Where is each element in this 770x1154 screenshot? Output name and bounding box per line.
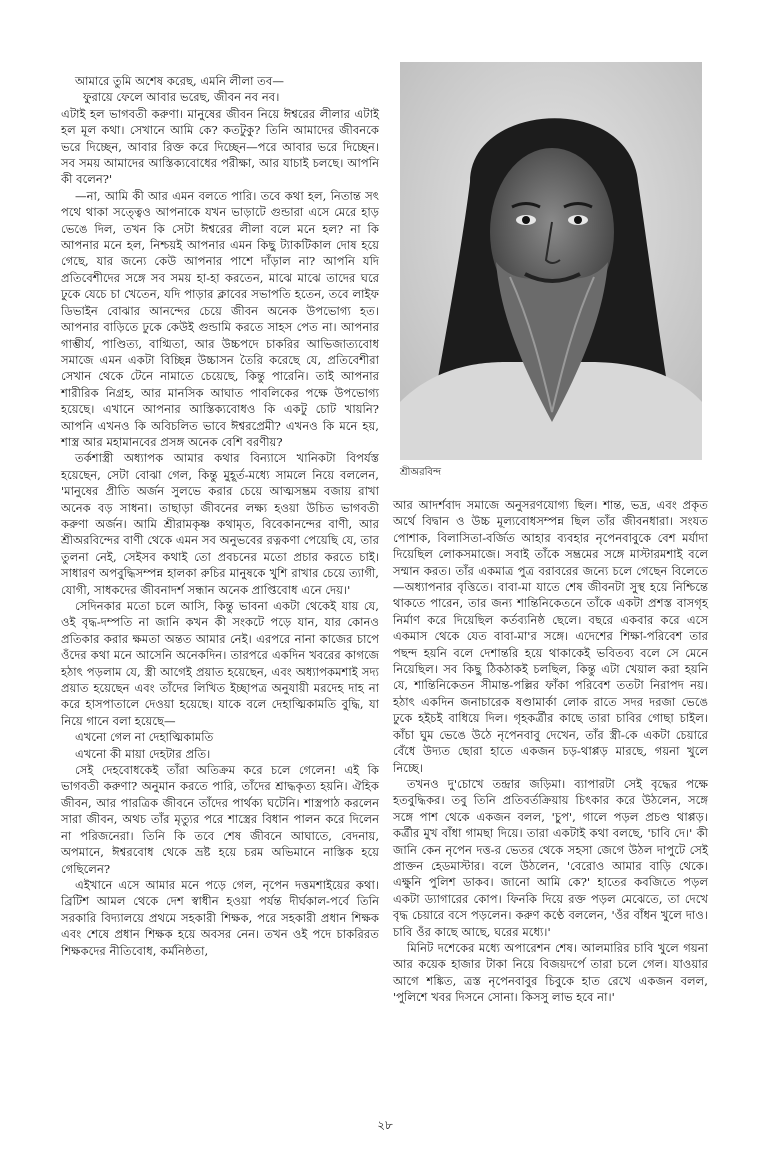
paragraph: —না, আমি কী আর এমন বলতে পারি। তবে কথা হল, নিতান্ত সৎ পথে থাকা সত্ত্বেও আপনাকে যখন ভাড়াটে গুন্ডারা এসে মেরে হাড় ভেঙে দিল, তখন কি সেটা ঈশ্বরের লীলা বলে মনে হল? না কি আপনার মনে হল, নিশ্চয়ই আপনার এমন কিছু ট্যাকটিকাল দোষ হয়ে গেছে, যার জন্যে কেউ আপনার পাশে দাঁড়াল না? আপনি যদি প্রতিবেশীদের সঙ্গে সব সময় হা-হা করতেন, মাঝে মাঝে তাদের ঘরে ঢুকে যেচে চা খেতেন, যদি পাড়ার ক্লাবের সভাপতি হতেন, তবে লাইফ ডিভাইন বোঝার আনন্দের চেয়ে জীবন অনেক উপভোগ্য হত। আপনার বাড়িতে ঢুকে কেউই গুন্ডামি করতে সাহস পেত না। আপনার গাম্ভীর্য, পাণ্ডিত্য, বাগ্মিতা, আর উচ্চপদে চাকরির আভিজাত্যবোধ সমাজে এমন একটা বিচ্ছিন্ন উচ্চাসন তৈরি করেছে যে, প্রতিবেশীরা সেখান থেকে টেনে নামাতে চেয়েছে, কিন্তু পারেনি। তাই আপনার শারীরিক নিগ্রহ, আর মানসিক আঘাত পাবলিকের পক্ষে উপভোগ্য হয়েছে। এখানে আপনার আস্তিক্যবোধও কি একটু চোট খায়নি? আপনি এখনও কি অবিচলিত ভাবে ঈশ্বরপ্রেমী? এখনও কি মনে হয়, শাস্ত্র আর মহামানবের প্রসঙ্গ অনেক বেশি বরণীয়?	[61, 188, 379, 449]
photo-caption: শ্রীঅরবিন্দ	[400, 467, 442, 478]
paragraph: সেদিনকার মতো চলে আসি, কিন্তু ভাবনা একটা থেকেই যায় যে, ওই বৃদ্ধ-দম্পতি না জানি কখন কী সংকটে পড়ে যান, যার কোনও প্রতিকার করার ক্ষমতা অন্তত আমার নেই। এরপরে নানা কাজের চাপে ওঁদের কথা মনে আসেনি অনেকদিন। তারপরে একদিন খবরের কাগজে হঠাৎ পড়লাম যে, স্ত্রী আগেই প্রয়াত হয়েছেন, এবং অধ্যাপকমশাই সদ্য প্রয়াত হয়েছেন এবং তাঁদের লিখিত ইচ্ছাপত্র অনুযায়ী মরদেহ দাহ না করে হাসপাতালে দেওয়া হয়েছে। যাকে বলে দেহাত্মিকামতি বুদ্ধি, যা নিয়ে গানে বলা হয়েছে—	[61, 599, 379, 728]
paragraph: এখনো কী মায়া দেহটার প্রতি।	[75, 746, 211, 761]
portrait-illustration	[400, 62, 702, 460]
paragraph: সেই দেহবোধকেই তাঁরা অতিক্রম করে চলে গেলেন! এই কি ভাগবতী করুণা? অনুমান করতে পারি, তাঁদের শ্রাদ্ধকৃত্য হয়নি। ঐহিক জীবন, আর পারত্রিক জীবনে তাঁদের পার্থক্য ঘটেনি। শাস্ত্রপাঠ করলেন সারা জীবন, অথচ তাঁর মৃত্যুর পরে শাস্ত্রের বিধান পালন করে দিলেন না পরিজনেরা। তিনি কি তবে শেষ জীবনে আঘাতে, বেদনায়, অপমানে, ঈশ্বরবোধ থেকে ভ্রষ্ট হয়ে চরম অভিমানে নাস্তিক হয়ে গেছিলেন?	[61, 763, 379, 876]
page-number: ২৮	[377, 1118, 393, 1132]
paragraph: এখনো গেল না দেহাত্মিকামতি	[75, 730, 214, 745]
right-column	[393, 497, 708, 1006]
paragraph: এইখানে এসে আমার মনে পড়ে গেল, নৃপেন দত্তমশাইয়ের কথা। ব্রিটিশ আমল থেকে দেশ স্বাধীন হওয়া পর্যন্ত দীর্ঘকাল-পর্বে তিনি সরকারি বিদ্যালয়ে প্রথমে সহকারী শিক্ষক, পরে সহকারী প্রধান শিক্ষক এবং শেষে প্রধান শিক্ষক হয়ে অবসর নেন। তখন ওই পদে চাকরিরত শিক্ষকদের নীতিবোধ, কর্মনিষ্ঠতা,	[61, 877, 379, 958]
left-column	[61, 73, 379, 959]
paragraph: এটাই হল ভাগবতী করুণা। মানুষের জীবন নিয়ে ঈশ্বরের লীলার এটাই হল মূল কথা। সেখানে আমি কে? কতটুকু? তিনি আমাদের জীবনকে ভরে দিচ্ছেন, আবার রিক্ত করে দিচ্ছেন—পরে আবার ভরে দিচ্ছেন। সব সময় আমাদের আস্তিক্যবোধের পরীক্ষা, আর যাচাই চলছে। আপনি কী বলেন?'	[61, 106, 379, 187]
portrait-photo	[400, 62, 702, 460]
paragraph: মিনিট দশেকের মধ্যে অপারেশন শেষ। আলমারির চাবি খুলে গয়না আর কয়েক হাজার টাকা নিয়ে বিজয়দর্পে তারা চলে গেল। যাওয়ার আগে শঙ্কিত, ত্রস্ত নৃপেনবাবুর চিবুকে হাত রেখে একজন বলল, 'পুলিশে খবর দিসনে সোনা। কিসসু লাভ হবে না।'	[393, 940, 708, 1005]
paragraph: তর্কশাস্ত্রী অধ্যাপক আমার কথার বিন্যাসে খানিকটা বিপর্যস্ত হয়েছেন, সেটা বোঝা গেল, কিন্তু মুহূর্ত-মধ্যে সামলে নিয়ে বললেন, 'মানুষের প্রীতি অর্জন সুলভে করার চেয়ে আত্মসম্ভ্রম বজায় রাখা অনেক বড় সাধনা। তাছাড়া জীবনের লক্ষ্য হওয়া উচিত ভাগবতী করুণা অর্জন। আমি শ্রীরামকৃষ্ণ কথামৃত, বিবেকানন্দের বাণী, আর শ্রীঅরবিন্দের বাণী থেকে এমন সব অনুভবের রত্নকণা পেয়েছি যে, তার তুলনা নেই, সেইসব কথাই তো প্রবচনের মতো প্রচার করতে চাই। সাধারণ অপবুদ্ধিসম্পন্ন হালকা রুচির মানুষকে খুশি রাখার চেয়ে ত্যাগী, যোগী, সাধকদের জীবনাদর্শ সন্ধান অনেক প্রাপ্তিবোধ এনে দেয়।'	[61, 451, 379, 597]
paragraph: তখনও দু'চোখে তন্দ্রার জড়িমা। ব্যাপারটা সেই বৃদ্ধের পক্ষে হতবুদ্ধিকর। তবু তিনি প্রতিবর্তক্রিয়ায় চিৎকার করে উঠলেন, সঙ্গে সঙ্গে পাশ থেকে একজন বলল, 'চুপ', গালে পড়ল প্রচণ্ড থাপ্পড়। কর্ত্রীর মুখ বাঁধা গামছা দিয়ে। তারা একটাই কথা বলছে, 'চাবি দে।' কী জানি কেন নৃপেন দত্ত-র ভেতর থেকে সহসা জেগে উঠল দাপুটে সেই প্রাক্তন হেডমাস্টার। বলে উঠলেন, 'বেরোও আমার বাড়ি থেকে। এক্ষুনি পুলিশ ডাকব। জানো আমি কে?' হাতের কবজিতে পড়ল একটা ড্যাগারের কোপ। ফিনকি দিয়ে রক্ত পড়ল মেঝেতে, তা দেখে বৃদ্ধ চেয়ারে বসে পড়লেন। করুণ কণ্ঠে বললেন, 'ওঁর বাঁধন খুলে দাও। চাবি ওঁর কাছে আছে, ঘরের মধ্যে।'	[393, 776, 708, 939]
paragraph: ফুরায়ে ফেলে আবার ভরেছ, জীবন নব নব।	[83, 90, 280, 105]
paragraph: আর আদর্শবাদ সমাজে অনুসরণযোগ্য ছিল। শান্ত, ভদ্র, এবং প্রকৃত অর্থে বিদ্বান ও উচ্চ মূল্যবোধসম্পন্ন ছিল তাঁর জীবনধারা। সংযত পোশাক, বিলাসিতা-বর্জিত আহার ব্যবহার নৃপেনবাবুকে বেশ মর্যাদা দিয়েছিল লোকসমাজে। সবাই তাঁকে সম্ভ্রমের সঙ্গে মাস্টারমশাই বলে সম্মান করত। তাঁর একমাত্র পুত্র বরাবরের জন্যে চলে গেছেন বিলেতে—অধ্যাপনার বৃত্তিতে। বাবা-মা যাতে শেষ জীবনটা সুস্থ হয়ে নিশ্চিন্তে থাকতে পারেন, তার জন্য শান্তিনিকেতনে তাঁকে একটা প্রশস্ত বাসগৃহ নির্মাণ করে দিয়েছিল কর্তব্যনিষ্ঠ ছেলে। বছরে একবার করে এসে একমাস থেকে যেত বাবা-মা'র সঙ্গে। এদেশের শিক্ষা-পরিবেশ তার পছন্দ হয়নি বলে দেশান্তরি হয়ে থাকাকেই ভবিতব্য বলে সে মেনে নিয়েছিল। সব কিছু ঠিকঠাকই চলছিল, কিন্তু এটা খেয়াল করা হয়নি যে, শান্তিনিকেতন সীমান্ত-পল্লির ফাঁকা পরিবেশ ততটা নিরাপদ নয়। হঠাৎ একদিন জনাচারেক ষণ্ডামার্কা লোক রাতে সদর দরজা ভেঙে ঢুকে হইচই বাধিয়ে দিল। গৃহকর্ত্রীর কাছে তারা চাবির গোছা চাইল। কাঁচা ঘুম ভেঙে উঠে নৃপেনবাবু দেখেন, তাঁর স্ত্রী-কে একটা চেয়ারে বেঁধে উদ্যত ছোরা হাতে একজন চড়-থাপ্পড় মারছে, গয়না খুলে নিচ্ছে।	[393, 498, 708, 775]
paragraph: আমারে তুমি অশেষ করেছ, এমনি লীলা তব—	[75, 74, 284, 88]
